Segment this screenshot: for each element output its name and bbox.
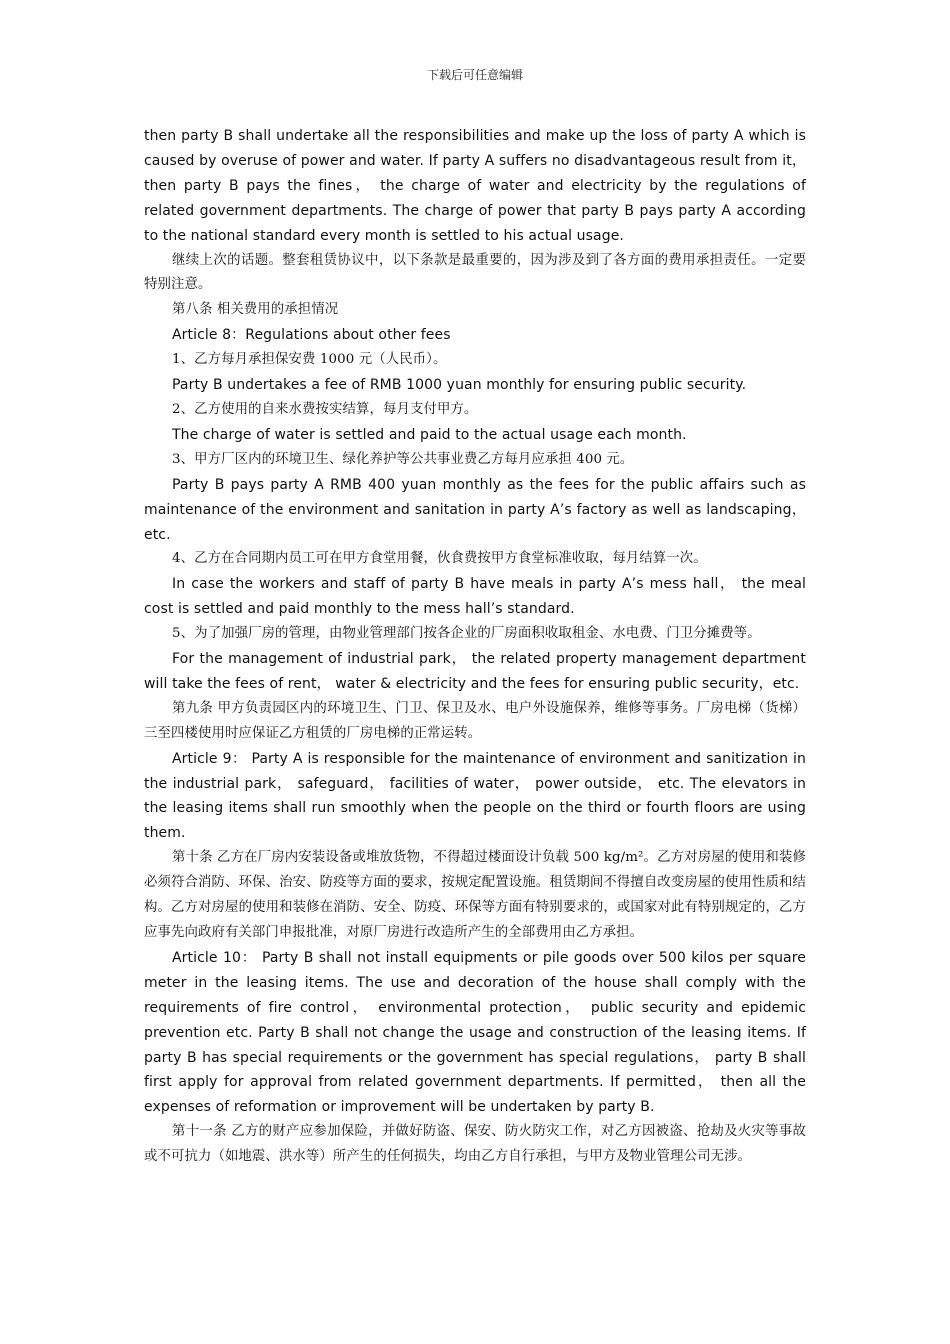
clause-8-3-en: Party B pays party A RMB 400 yuan monthly as the fees for the public affairs such as maintenance of the environment and sanitation in party A’s factory as well as landscaping， etc. — [144, 476, 806, 543]
clause-8-5-zh: 5、为了加强厂房的管理，由物业管理部门按各企业的厂房面积收取租金、水电费、门卫分摊费等。 — [172, 626, 761, 642]
clause-8-1-en: Party B undertakes a fee of RMB 1000 yuan monthly for ensuring public security. — [172, 377, 747, 394]
clause-8-4-en: In case the workers and staff of party B have meals in party A’s mess hall， the meal cost is settled and paid monthly to the mess hall’s standard. — [144, 576, 806, 618]
article-8-heading-en: Article 8：Regulations about other fees — [172, 327, 451, 344]
clause-8-2-en: The charge of water is settled and paid to the actual usage each month. — [172, 426, 687, 443]
clause-8-1-zh: 1、乙方每月承担保安费 1000 元（人民币）。 — [172, 352, 447, 368]
clause-8-3-zh: 3、甲方厂区内的环境卫生、绿化养护等公共事业费乙方每月应承担 400 元。 — [172, 451, 634, 467]
clause-8-2-zh: 2、乙方使用的自来水费按实结算，每月支付甲方。 — [172, 401, 478, 417]
paragraph-continuation: then party B shall undertake all the responsibilities and make up the loss of party A which is caused by overuse of power and water. If party A suffers no disadvantageous result from it， then party B pays the fines， the charge of water and electricity by the regulations of related government departments. The charge of power that party B pays party A according to the national standard every month is settled to his actual usage. — [144, 128, 806, 244]
document-body — [144, 124, 806, 1170]
article-9-en: Article 9： Party A is responsible for the maintenance of environment and sanitization in the industrial park， safeguard， facilities of water， power outside， etc. The elevators in the leasing items shall run smoothly when the people on the third or fourth floors are using them. — [144, 750, 806, 842]
article-8-heading-zh: 第八条 相关费用的承担情况 — [172, 302, 339, 318]
clause-8-5-en: For the management of industrial park， the related property management department will take the fees of rent， water & electricity and the fees for ensuring public security，etc. — [144, 651, 806, 692]
page-header: 下载后可任意编辑 — [426, 68, 523, 82]
paragraph-intro-note: 继续上次的话题。整套租赁协议中，以下条款是最重要的，因为涉及到了各方面的费用承担责任。一定要特别注意。 — [144, 252, 806, 293]
article-11-zh: 第十一条 乙方的财产应参加保险，并做好防盗、保安、防火防灾工作，对乙方因被盗、抢劫及火灾等事故或不可抗力（如地震、洪水等）所产生的任何损失，均由乙方自行承担，与甲方及物业管理公司无涉。 — [144, 1124, 806, 1165]
article-10-zh: 第十条 乙方在厂房内安装设备或堆放货物，不得超过楼面设计负载 500 kg/m²。乙方对房屋的使用和装修必须符合消防、环保、治安、防疫等方面的要求，按规定配置设施。租赁期间不得擅自改变房屋的使用性质和结构。乙方对房屋的使用和装修在消防、安全、防疫、环保等方面有特别要求的，或国家对此有特别规定的，乙方应事先向政府有关部门申报批准，对原厂房进行改造所产生的全部费用由乙方承担。 — [144, 850, 806, 940]
clause-8-4-zh: 4、乙方在合同期内员工可在甲方食堂用餐，伙食费按甲方食堂标准收取，每月结算一次。 — [172, 551, 707, 567]
article-9-zh: 第九条 甲方负责园区内的环境卫生、门卫、保卫及水、电户外设施保养，维修等事务。厂房电梯（货梯）三至四楼使用时应保证乙方租赁的厂房电梯的正常运转。 — [144, 700, 806, 741]
article-10-en: Article 10： Party B shall not install equipments or pile goods over 500 kilos per square meter in the leasing items. The use and decoration of the house shall comply with the requirements of fire control， environmental protection， public security and epidemic prevention etc. Party B shall not change the usage and construction of the leasing items. If party B has special requirements or the government has special regulations， party B shall first apply for approval from related government departments. If permitted， then all the expenses of reformation or improvement will be undertaken by party B. — [144, 949, 806, 1116]
